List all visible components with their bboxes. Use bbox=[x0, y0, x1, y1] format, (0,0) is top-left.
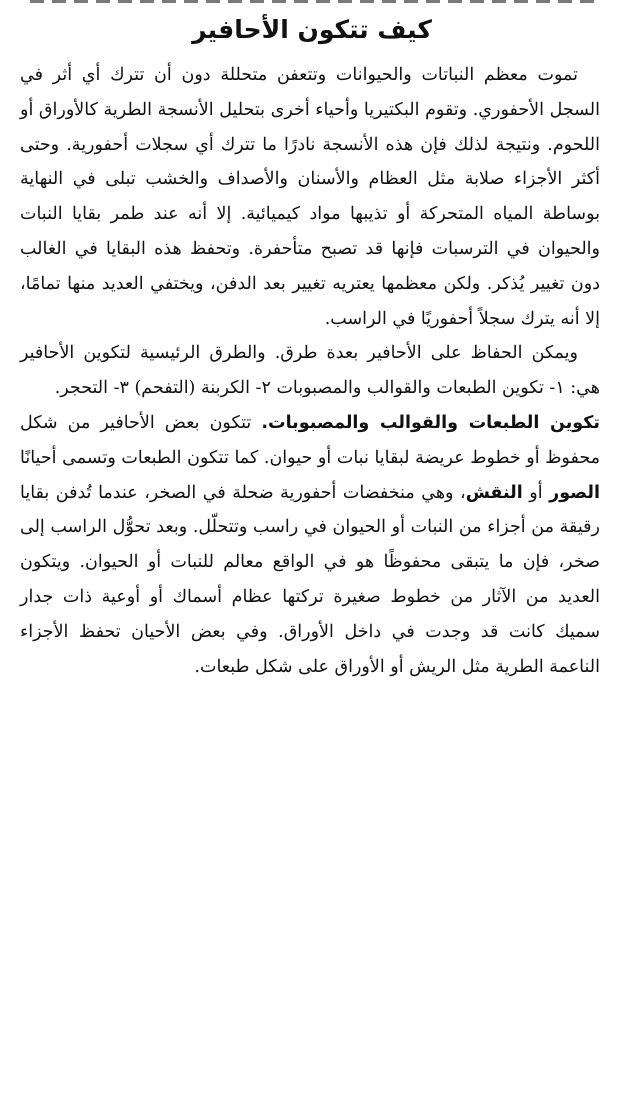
top-rule bbox=[30, 0, 594, 3]
paragraph-text: أو bbox=[522, 482, 550, 503]
paragraph-imprints-molds-casts bbox=[20, 406, 600, 684]
term-images: الصور bbox=[549, 482, 600, 503]
page-title: كيف تتكون الأحافير bbox=[192, 15, 432, 44]
paragraph-preservation-methods: ويمكن الحفاظ على الأحافير بعدة طرق. والطرق الرئيسية لتكوين الأحافير هي: ١- تكوين الطبعات والقوالب والمصبوبات ٢- الكربنة (التفحم) ٣- التحجر. bbox=[20, 343, 600, 399]
term-engraving: النقش bbox=[465, 482, 523, 503]
section-heading-imprints: تكوين الطبعات والقوالب والمصبوبات. bbox=[261, 412, 600, 433]
paragraph-text: ، وهي منخفضات أحفورية ضحلة في الصخر، عندما تُدفن بقايا رقيقة من أجزاء من النبات أو الحيوان في راسب وتتحلّل. وبعد تحوُّل الراسب إلى صخر، فإن ما يتبقى محفوظًا هو في الواقع معالم للنبات أو الحيوان. ويتكون العديد من الآثار من خطوط صغيرة تركتها عظام أسماك أو أوعية ذات جدار سميك كانت قد وجدت في داخل الأوراق. وفي بعض الأحيان تحفظ الأجزاء الناعمة الطرية مثل الريش أو الأوراق على شكل طبعات. bbox=[20, 482, 600, 677]
article-body bbox=[20, 58, 600, 684]
paragraph-decay: تموت معظم النباتات والحيوانات وتتعفن متحللة دون أن تترك أي أثر في السجل الأحفوري. وتقوم البكتيريا وأحياء أخرى بتحليل الأنسجة الطرية كالأوراق أو اللحوم. ونتيجة لذلك فإن هذه الأنسجة نادرًا ما تترك أي سجلات أحفورية. وحتى أكثر الأجزاء صلابة مثل العظام والأسنان والأصداف والخشب تبلى في النهاية بوساطة المياه المتحركة أو تذيبها مواد كيميائية. إلا أنه عند طمر بقايا النبات والحيوان في الترسبات فإنها قد تصبح متأحفرة. وتحفظ هذه البقايا في الغالب دون تغيير يُذكر. ولكن معظمها يعتريه تغيير بعد الدفن، ويختفي العديد منها تمامًا، إلا أنه يترك سجلاً أحفوريًا في الراسب. bbox=[20, 65, 600, 329]
paragraph-text: تتكون بعض الأحافير من شكل محفوظ أو خطوط عريضة لبقايا نبات أو حيوان. كما تتكون الطبعات وتسمى أحيانًا bbox=[20, 412, 600, 468]
